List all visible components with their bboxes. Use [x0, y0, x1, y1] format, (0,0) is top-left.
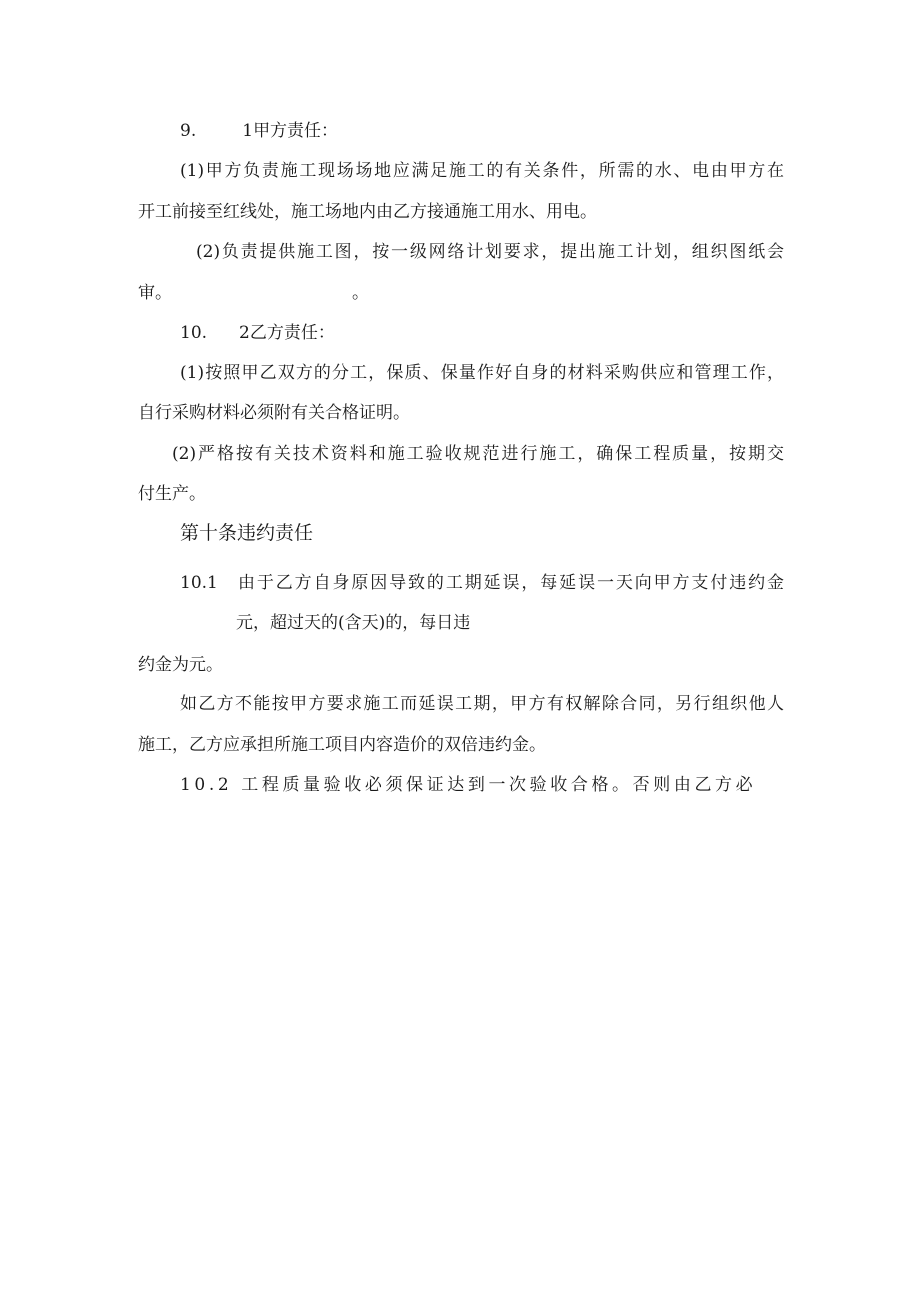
section-sub-number: 1 — [242, 121, 254, 141]
section-9-1-heading — [138, 119, 784, 143]
paragraph-line: 约金为元。 — [138, 655, 223, 675]
paragraph-line: 施工，乙方应承担所施工项目内容造价的双倍违约金。 — [138, 735, 546, 755]
section-number: 9. — [180, 121, 197, 141]
paragraph-text: 。 — [352, 283, 369, 303]
section-title: 甲方责任： — [253, 121, 339, 141]
paragraph-line: 自行采购材料必须附有关合格证明。 — [138, 403, 410, 423]
paragraph-text: 审。 — [138, 283, 172, 303]
paragraph-line — [138, 281, 784, 305]
paragraph-line: 元，超过天的(含天)的，每日违 — [236, 613, 471, 633]
paragraph-line: (1)甲方负责施工现场场地应满足施工的有关条件，所需的水、电由甲方在 — [180, 161, 784, 181]
clause-number: 10.1 — [180, 573, 218, 593]
section-title: 乙方责任： — [249, 323, 335, 343]
section-sub-number: 2 — [239, 323, 250, 343]
paragraph-line: 付生产。 — [138, 484, 206, 504]
paragraph-line: (2)严格按有关技术资料和施工验收规范进行施工，确保工程质量，按期交 — [172, 444, 784, 464]
clause-10-1-line — [138, 571, 784, 595]
paragraph-line: 开工前接至红线处，施工场地内由乙方接通施工用水、用电。 — [138, 202, 597, 222]
section-10-2-heading — [138, 321, 784, 345]
paragraph-line: 如乙方不能按甲方要求施工而延误工期，甲方有权解除合同，另行组织他人 — [180, 694, 784, 714]
clause-10-2-line: 10.2 工程质量验收必须保证达到一次验收合格。否则由乙方必 — [180, 775, 757, 795]
article-10-title: 第十条违约责任 — [180, 522, 314, 544]
paragraph-text: 由于乙方自身原因导致的工期延误，每延误一天向甲方支付违约金 — [238, 573, 784, 593]
paragraph-line: (1)按照甲乙双方的分工，保质、保量作好自身的材料采购供应和管理工作， — [180, 363, 784, 383]
section-number: 10. — [180, 323, 208, 343]
paragraph-line: (2)负责提供施工图，按一级网络计划要求，提出施工计划，组织图纸会 — [196, 242, 784, 262]
